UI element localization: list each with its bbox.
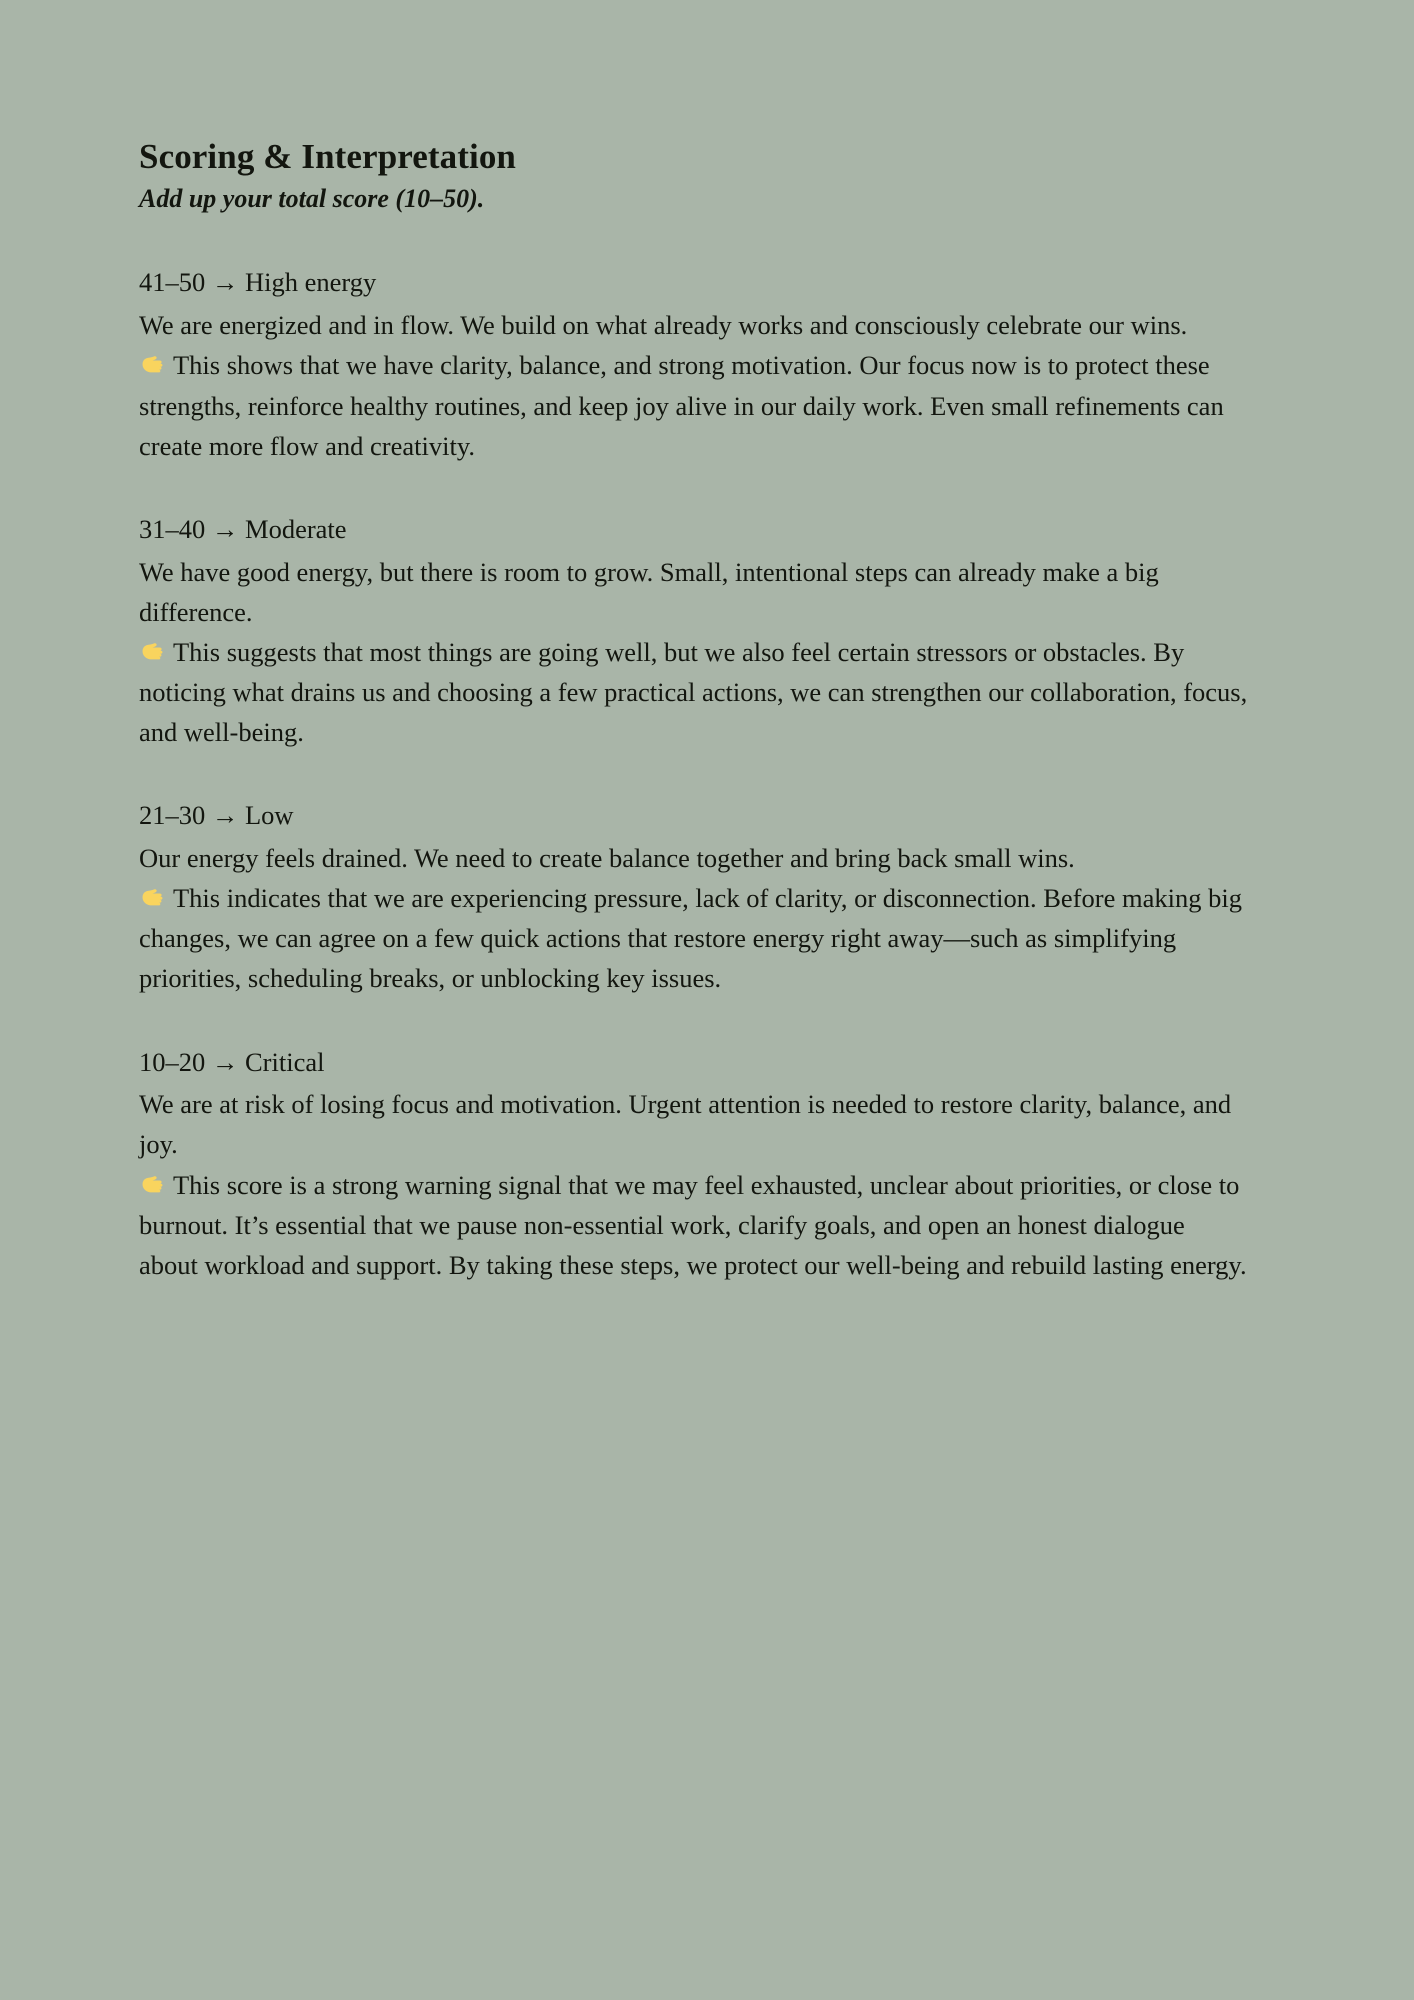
score-band-description: Our energy feels drained. We need to create balance together and bring back small wins. bbox=[139, 843, 1075, 873]
pointing-hand-right-icon bbox=[139, 884, 166, 911]
score-band-heading: 31–40 → Moderate bbox=[139, 513, 347, 544]
score-band-description: We have good energy, but there is room to grow. Small, intentional steps can already make a big difference. bbox=[139, 556, 1159, 627]
pointing-hand-right-icon bbox=[139, 1171, 166, 1198]
page-subtitle: Add up your total score (10–50). bbox=[139, 184, 485, 214]
page-title: Scoring & Interpretation bbox=[139, 137, 516, 176]
score-band-description: We are at risk of losing focus and motivation. Urgent attention is needed to restore clarity, balance, and joy. bbox=[139, 1089, 1232, 1160]
score-band-note bbox=[139, 878, 1250, 998]
score-band-note bbox=[139, 632, 1250, 752]
pointing-hand-right-icon bbox=[139, 638, 166, 665]
score-band-note-text: This suggests that most things are going well, but we also feel certain stressors or obstacles. By noticing what drains us and choosing a few practical actions, we can strengthen our collaboration, focus, and well-being. bbox=[139, 636, 1248, 748]
score-band-note-text: This score is a strong warning signal that we may feel exhausted, unclear about priorities, or close to burnout. It’s essential that we pause non-essential work, clarify goals, and open an honest dialogue about workload and support. By taking these steps, we protect our well-being and rebuild lasting energy. bbox=[139, 1169, 1247, 1280]
score-band-note-text: This shows that we have clarity, balance, and strong motivation. Our focus now is to protect these strengths, reinforce healthy routines, and keep joy alive in our daily work. Even small refinements can create more flow and creativity. bbox=[139, 350, 1224, 461]
score-band-heading: 10–20 → Critical bbox=[139, 1046, 325, 1077]
score-band-note bbox=[139, 1165, 1250, 1285]
score-band-high-energy bbox=[139, 263, 1250, 465]
pointing-hand-right-icon bbox=[139, 351, 166, 378]
score-band-heading: 41–50 → High energy bbox=[139, 267, 377, 298]
score-band-note bbox=[139, 345, 1250, 465]
score-band-low bbox=[139, 796, 1250, 998]
score-band-moderate bbox=[139, 510, 1250, 752]
score-bands-list bbox=[139, 263, 1250, 1285]
score-band-description: We are energized and in flow. We build on what already works and consciously celebrate our wins. bbox=[139, 310, 1188, 341]
score-band-heading: 21–30 → Low bbox=[139, 800, 294, 831]
score-band-critical bbox=[139, 1043, 1250, 1285]
score-band-note-text: This indicates that we are experiencing pressure, lack of clarity, or disconnection. Before making big changes, we can agree on a few quick actions that restore energy right away—such as simplifying priorities, scheduling breaks, or unblocking key issues. bbox=[139, 883, 1242, 994]
